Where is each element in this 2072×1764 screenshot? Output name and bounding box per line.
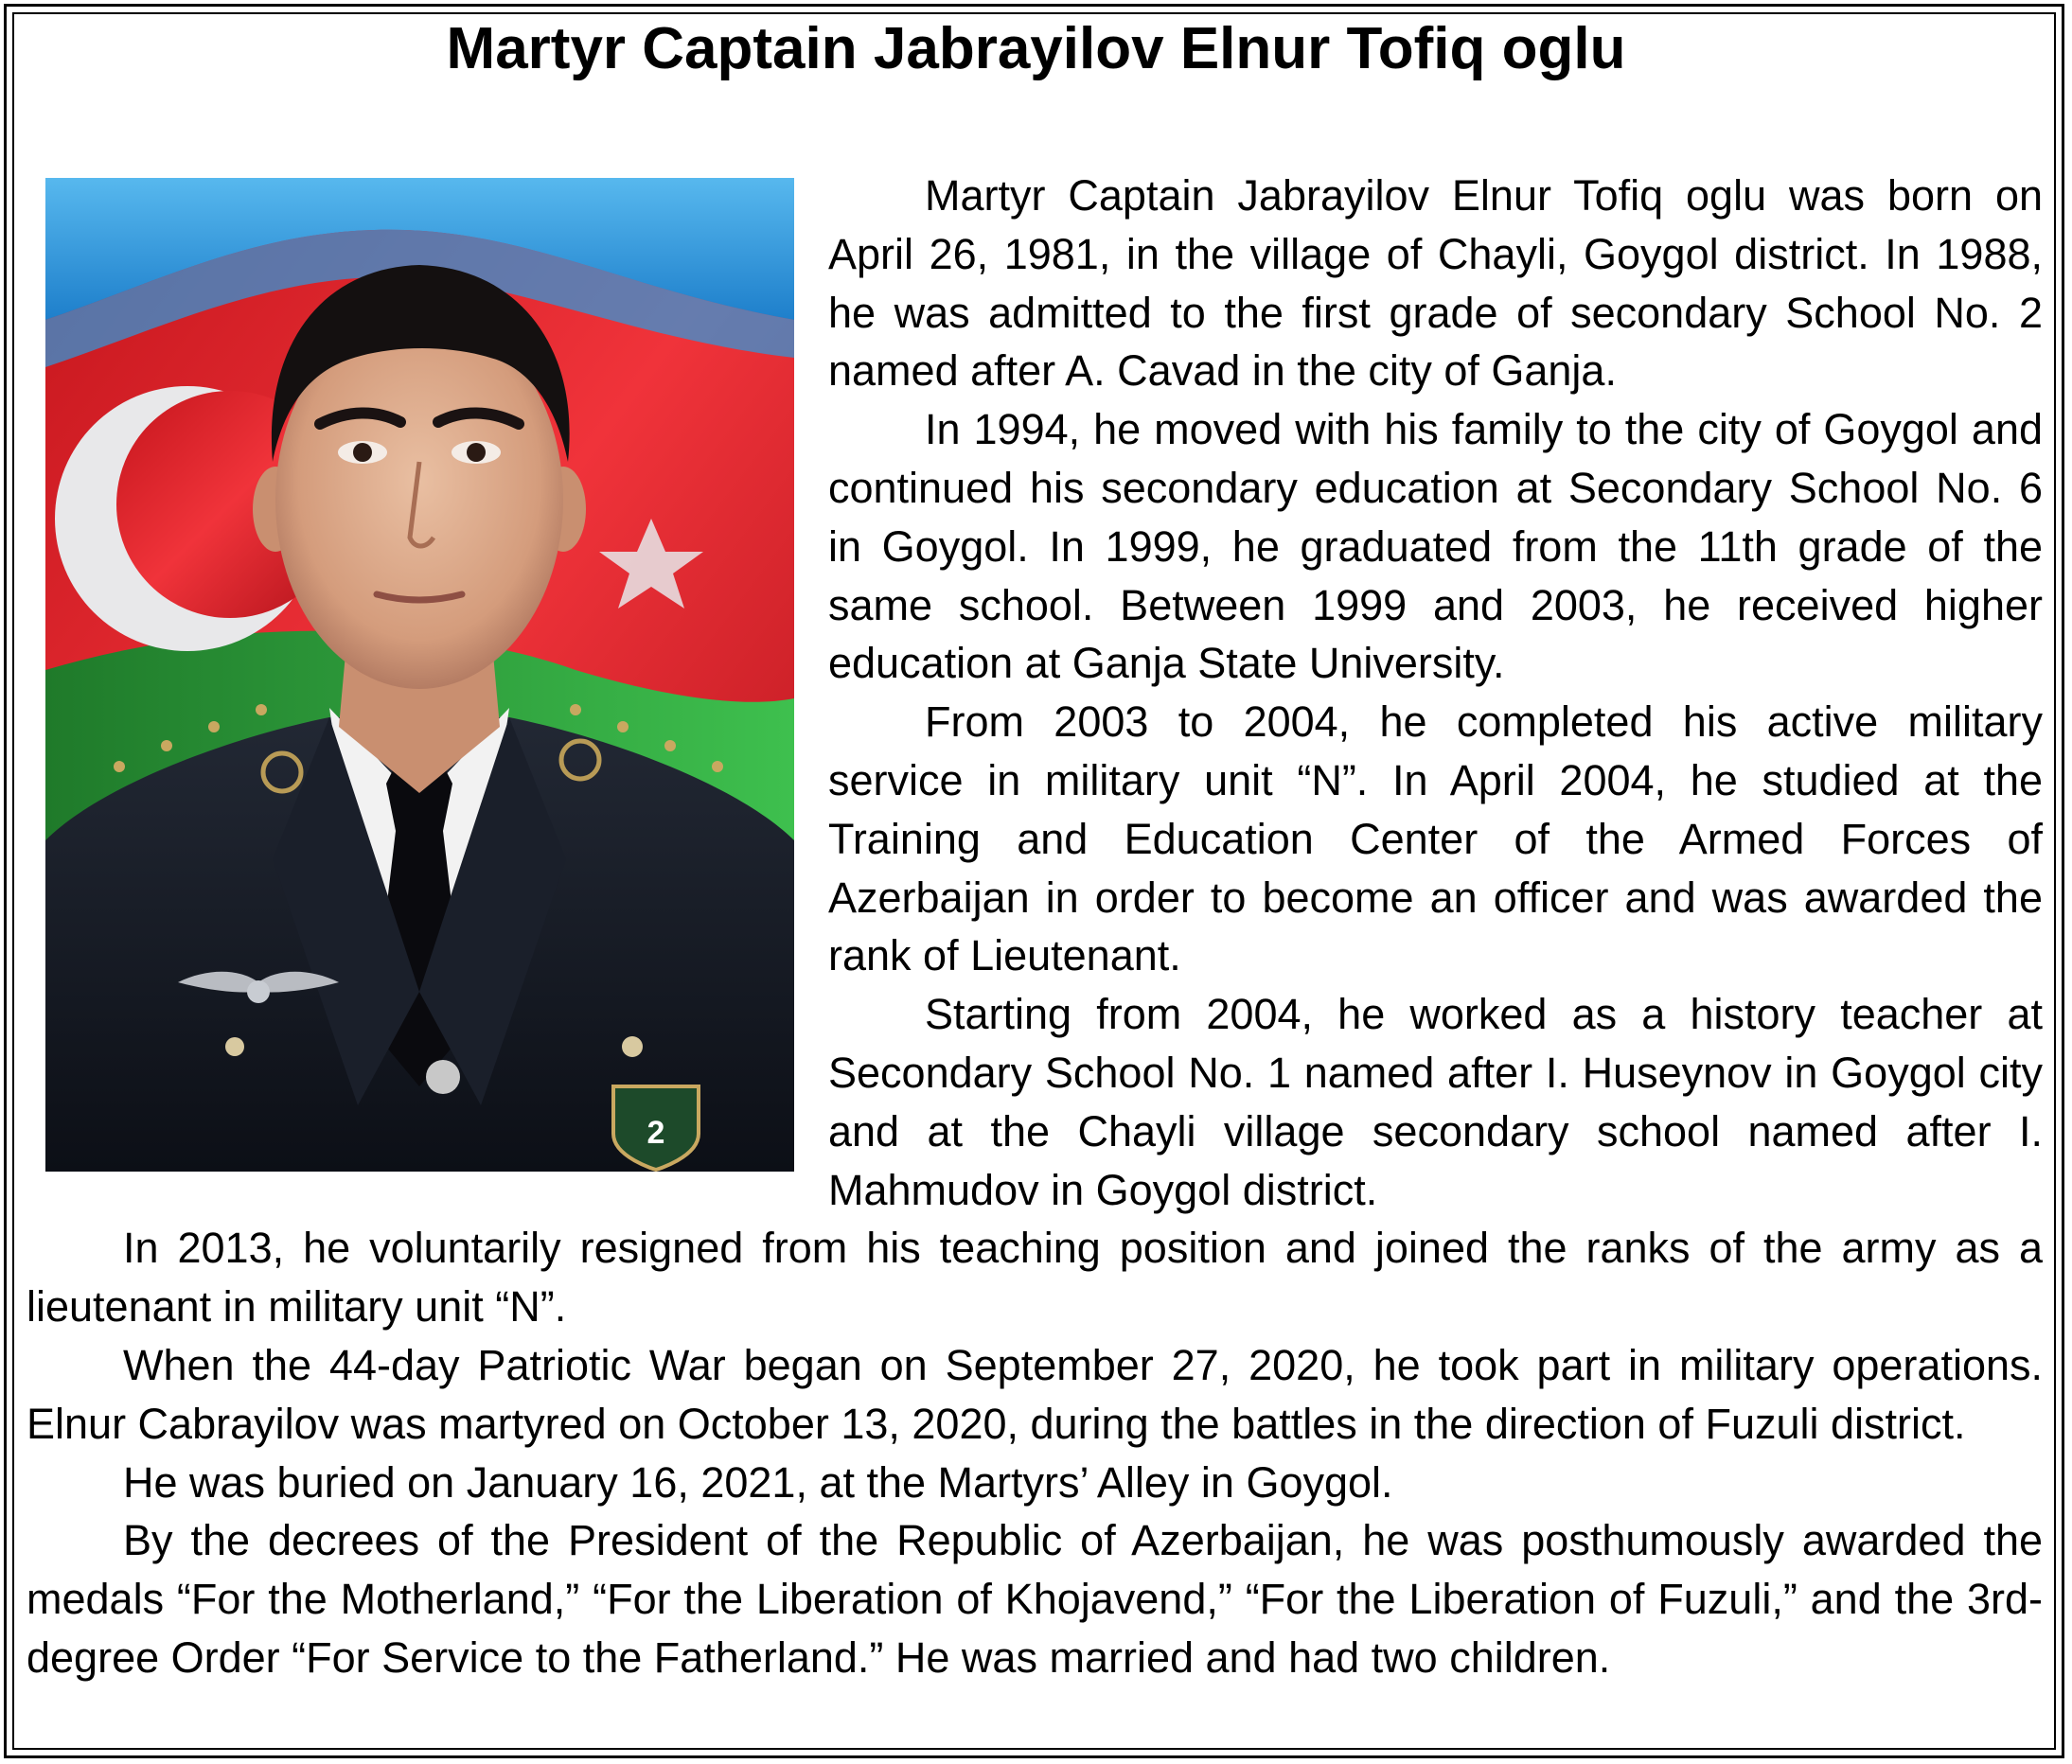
paragraph-rejoined-army: In 2013, he voluntarily resigned from his teaching position and joined the ranks of the army as a lieutenant in military unit “N”. (27, 1224, 2043, 1332)
paragraph-education: In 1994, he moved with his family to the city of Goygol and continued his secondary education at Secondary School No. 6 in Goygol. In 1999, he graduated from the 11th grade of the same school. Between 1999 and 2003, he received higher education at Ganja State University. (828, 405, 2043, 688)
photo-spacer (27, 167, 826, 1215)
paragraph-military-service: From 2003 to 2004, he completed his active military service in military unit “N”. In April 2004, he studied at the Training and Education Center of the Armed Forces of Azerbaijan in order to become an officer and was awarded the rank of Lieutenant. (828, 697, 2043, 980)
paragraph-awards: By the decrees of the President of the Republic of Azerbaijan, he was posthumously awarded the medals “For the Motherland,” “For the Liberation of Khojavend,” “For the Liberation of Fuzuli,” and the 3rd-degree Order “For Service to the Fatherland.” He was married and had two children. (27, 1516, 2043, 1682)
paragraph-teaching: Starting from 2004, he worked as a history teacher at Secondary School No. 1 named after I. Huseynov in Goygol city and at the Chayli village secondary school named after I. Mahmudov in Goygol district. (828, 990, 2043, 1214)
paragraph-patriotic-war: When the 44-day Patriotic War began on September 27, 2020, he took part in military operations. Elnur Cabrayilov was martyred on October 13, 2020, during the battles in the direction of Fuzuli district. (27, 1340, 2043, 1448)
page-title: Martyr Captain Jabrayilov Elnur Tofiq oglu (446, 16, 1626, 81)
paragraph-birth: Martyr Captain Jabrayilov Elnur Tofiq oglu was born on April 26, 1981, in the village of Chayli, Goygol district. In 1988, he was admitted to the first grade of secondary School No. 2 named after A. Cavad in the city of Ganja. (828, 171, 2043, 396)
badge-number: 2 (646, 1115, 665, 1151)
paragraph-burial: He was buried on January 16, 2021, at the Martyrs’ Alley in Goygol. (123, 1457, 1393, 1507)
biography-text (27, 167, 2043, 1687)
